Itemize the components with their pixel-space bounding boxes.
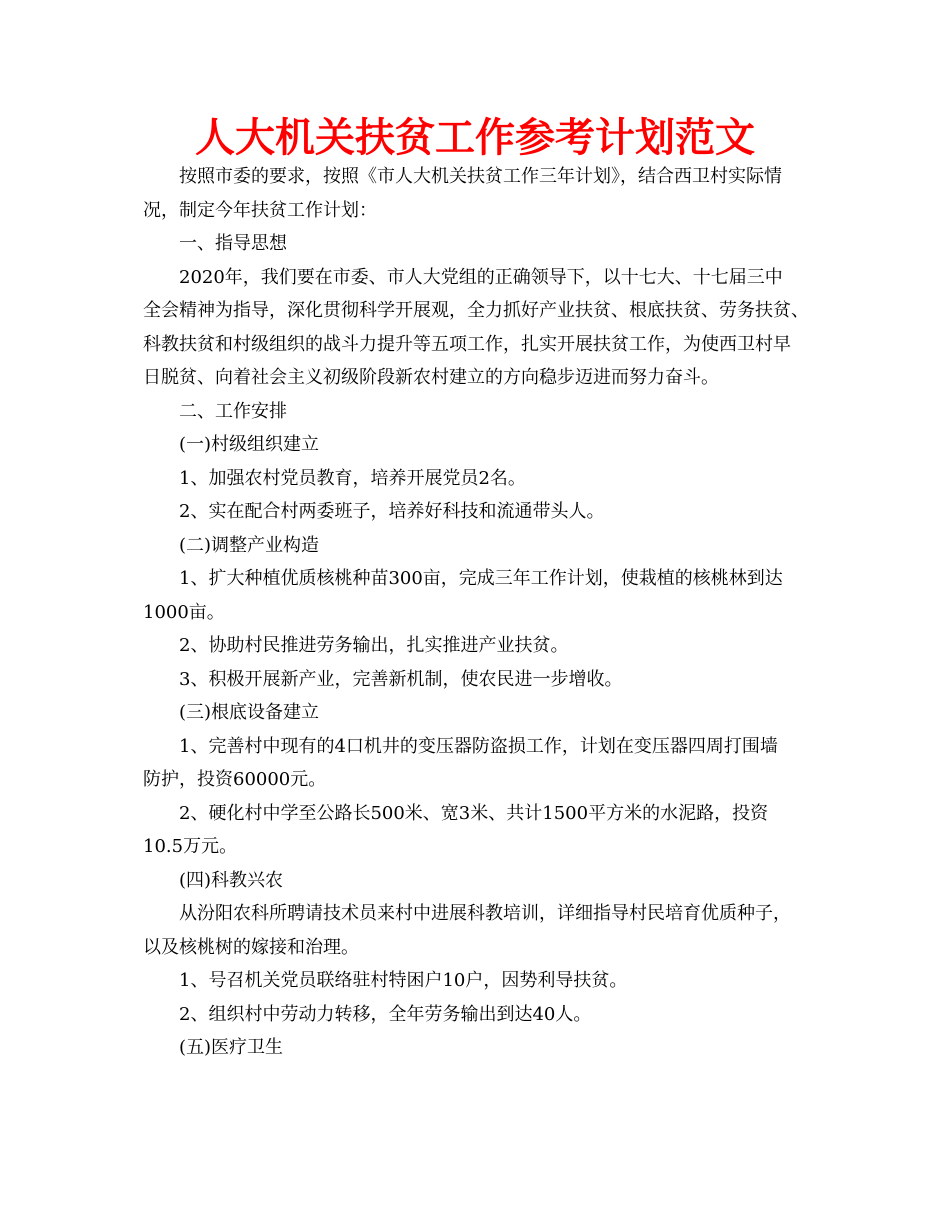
paragraph-line: 1、完善村中现有的4口机井的变压器防盗损工作，计划在变压器四周打围墙 xyxy=(179,735,778,757)
paragraph-line: 按照市委的要求，按照《市人大机关扶贫工作三年计划》，结合西卫村实际情 xyxy=(179,166,782,187)
paragraph-line: 日脱贫、向着社会主义初级阶段新农村建立的方向稳步迈进而努力奋斗。 xyxy=(143,367,719,388)
paragraph-line: (一)村级组织建立 xyxy=(179,434,320,455)
paragraph-line: 二、工作安排 xyxy=(179,400,287,422)
paragraph-line: (三)根底设备建立 xyxy=(179,702,320,723)
paragraph-line: 2、硬化村中学至公路长500米、宽3米、共计1500平方米的水泥路，投资 xyxy=(179,802,769,824)
paragraph-line: (四)科教兴农 xyxy=(179,869,284,891)
document-body xyxy=(143,160,815,1065)
document-title: 人大机关扶贫工作参考计划范文 xyxy=(195,115,755,161)
paragraph-line: 防护，投资60000元。 xyxy=(143,769,327,790)
paragraph-line: 科教扶贫和村级组织的战斗力提升等五项工作，扎实开展扶贫工作，为使西卫村早 xyxy=(143,333,791,355)
paragraph-line: (五)医疗卫生 xyxy=(179,1037,284,1058)
paragraph-line: 从汾阳农科所聘请技术员来村中进展科教培训，详细指导村民培育优质种子， xyxy=(179,903,791,924)
paragraph-line: 10.5万元。 xyxy=(143,836,238,857)
paragraph-line: 1000亩。 xyxy=(143,601,225,623)
paragraph-line: 况，制定今年扶贫工作计划： xyxy=(143,199,377,221)
paragraph-line: (二)调整产业构造 xyxy=(179,534,320,556)
paragraph-line: 1、加强农村党员教育，培养开展党员2名。 xyxy=(179,467,526,489)
paragraph-line: 2、协助村民推进劳务输出，扎实推进产业扶贫。 xyxy=(179,635,569,656)
paragraph-line: 全会精神为指导，深化贯彻科学开展观，全力抓好产业扶贫、根底扶贫、劳务扶贫、 xyxy=(143,300,809,321)
paragraph-line: 以及核桃树的嫁接和治理。 xyxy=(143,936,359,958)
paragraph-line: 3、积极开展新产业，完善新机制，使农民进一步增收。 xyxy=(179,668,623,690)
paragraph-line: 2、实在配合村两委班子，培养好科技和流通带头人。 xyxy=(179,501,605,522)
paragraph-line: 2020年，我们要在市委、市人大党组的正确领导下，以十七大、十七届三中 xyxy=(179,266,783,288)
paragraph-line: 1、号召机关党员联络驻村特困户10户，因势利导扶贫。 xyxy=(179,970,628,991)
paragraph-line: 2、组织村中劳动力转移，全年劳务输出到达40人。 xyxy=(179,1003,592,1025)
paragraph-line: 1、扩大种植优质核桃种苗300亩，完成三年工作计划，使栽植的核桃林到达 xyxy=(179,568,783,589)
paragraph-line: 一、指导思想 xyxy=(179,233,287,254)
